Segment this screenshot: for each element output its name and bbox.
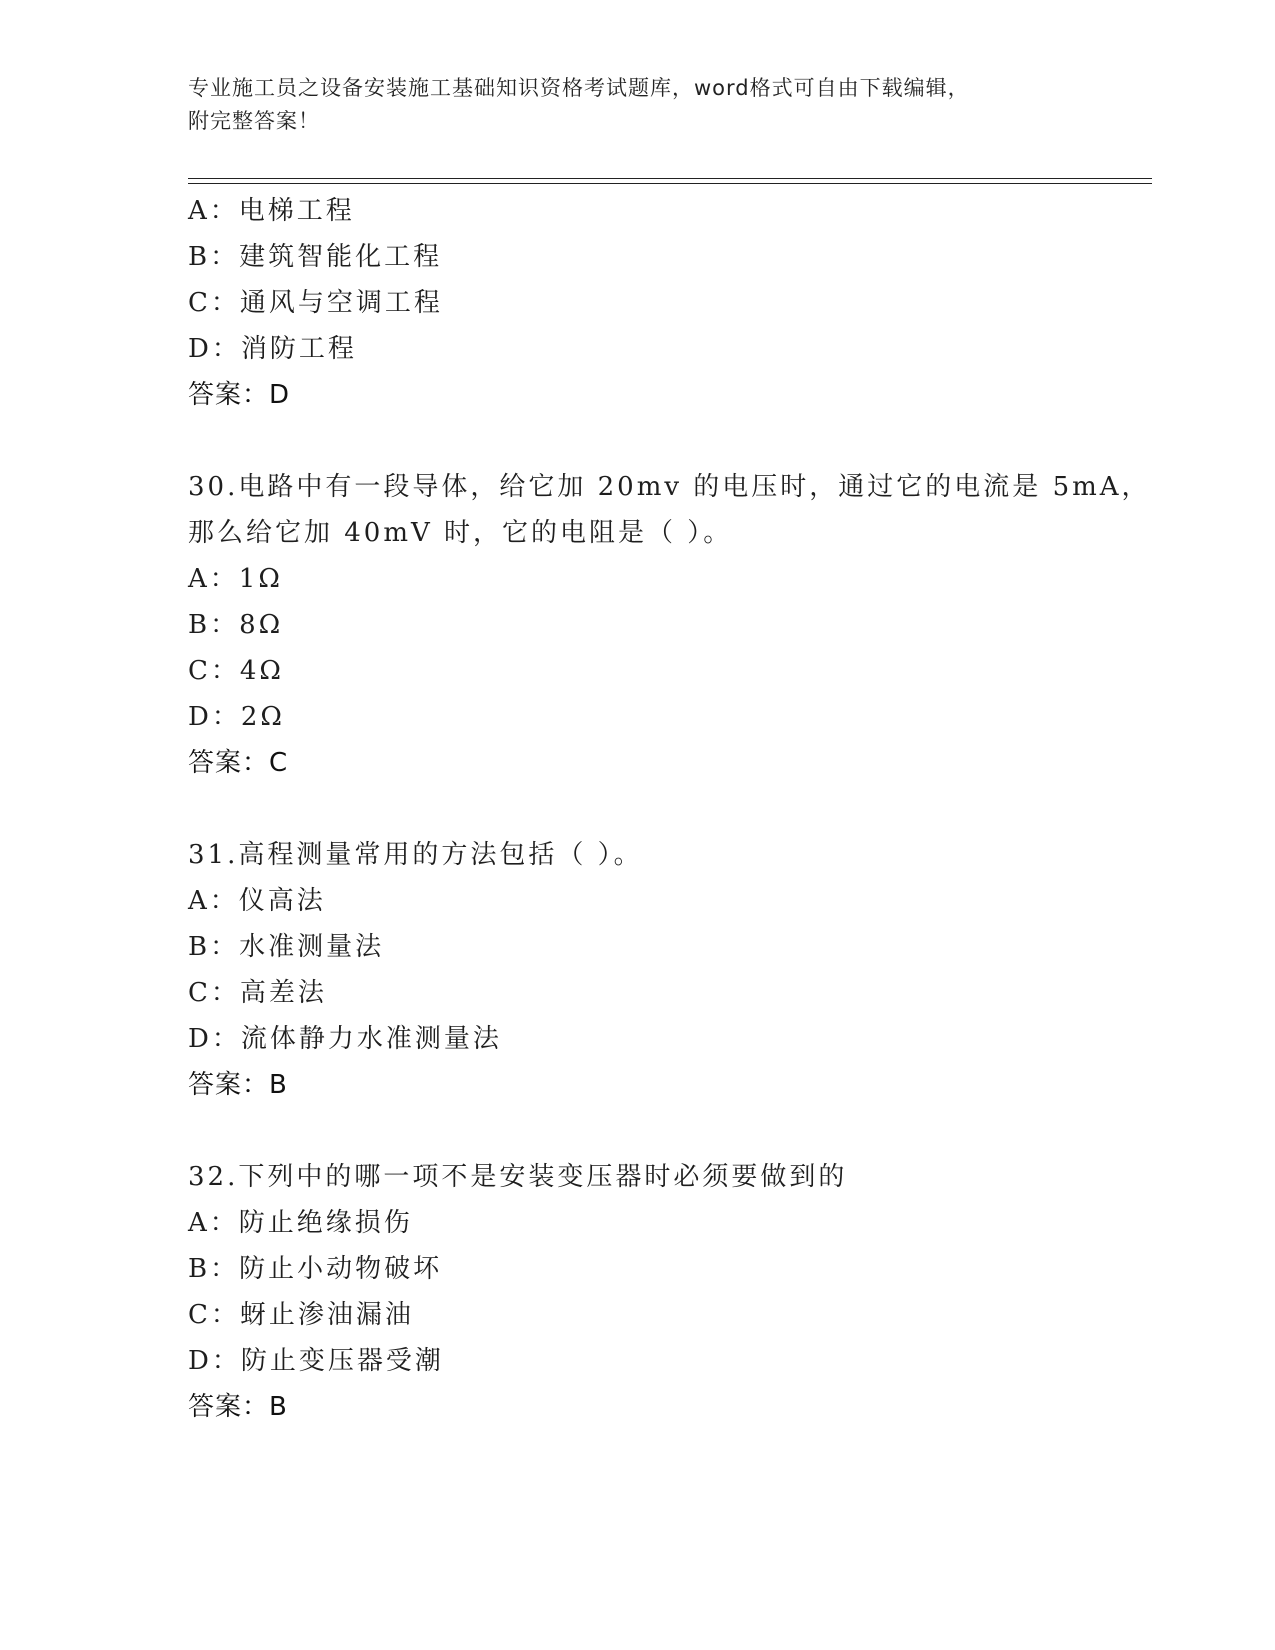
header-line-2: 附完整答案！ bbox=[188, 109, 320, 133]
option-a: A：1Ω bbox=[188, 564, 283, 594]
header-rule-top bbox=[188, 178, 1152, 179]
question-text-line-1: 32.下列中的哪一项不是安装变压器时必须要做到的 bbox=[188, 1162, 848, 1192]
option-d: D：消防工程 bbox=[188, 334, 357, 364]
option-d: D：防止变压器受潮 bbox=[188, 1346, 444, 1376]
question-block-29 bbox=[188, 188, 1152, 418]
answer-line: 答案：B bbox=[188, 1392, 288, 1422]
answer-line: 答案：C bbox=[188, 748, 289, 778]
question-list bbox=[188, 188, 1152, 1430]
question-block-31 bbox=[188, 832, 1152, 1108]
answer-line: 答案：D bbox=[188, 380, 291, 410]
option-c: C：高差法 bbox=[188, 978, 327, 1008]
option-b: B：防止小动物破坏 bbox=[188, 1254, 443, 1284]
answer-line: 答案：B bbox=[188, 1070, 288, 1100]
header-rule-bottom bbox=[188, 183, 1152, 184]
document-header bbox=[188, 72, 1088, 138]
question-text-line-1: 31.高程测量常用的方法包括（ ）。 bbox=[188, 840, 643, 870]
question-block-32 bbox=[188, 1154, 1152, 1430]
question-block-30 bbox=[188, 464, 1152, 786]
option-c: C：蚜止渗油漏油 bbox=[188, 1300, 414, 1330]
option-d: D：流体静力水准测量法 bbox=[188, 1024, 502, 1054]
question-text-line-2: 那么给它加 40mV 时，它的电阻是（ ）。 bbox=[188, 518, 733, 548]
question-text-line-1: 30.电路中有一段导体，给它加 20mv 的电压时，通过它的电流是 5mA， bbox=[188, 472, 1151, 502]
option-d: D：2Ω bbox=[188, 702, 285, 732]
option-b: B：水准测量法 bbox=[188, 932, 385, 962]
option-c: C：通风与空调工程 bbox=[188, 288, 443, 318]
option-b: B：建筑智能化工程 bbox=[188, 242, 443, 272]
header-line-1: 专业施工员之设备安装施工基础知识资格考试题库，word格式可自由下载编辑， bbox=[188, 76, 970, 100]
option-b: B：8Ω bbox=[188, 610, 284, 640]
option-a: A：防止绝缘损伤 bbox=[188, 1208, 413, 1238]
option-a: A：仪高法 bbox=[188, 886, 326, 916]
option-c: C：4Ω bbox=[188, 656, 284, 686]
option-a: A：电梯工程 bbox=[188, 196, 355, 226]
